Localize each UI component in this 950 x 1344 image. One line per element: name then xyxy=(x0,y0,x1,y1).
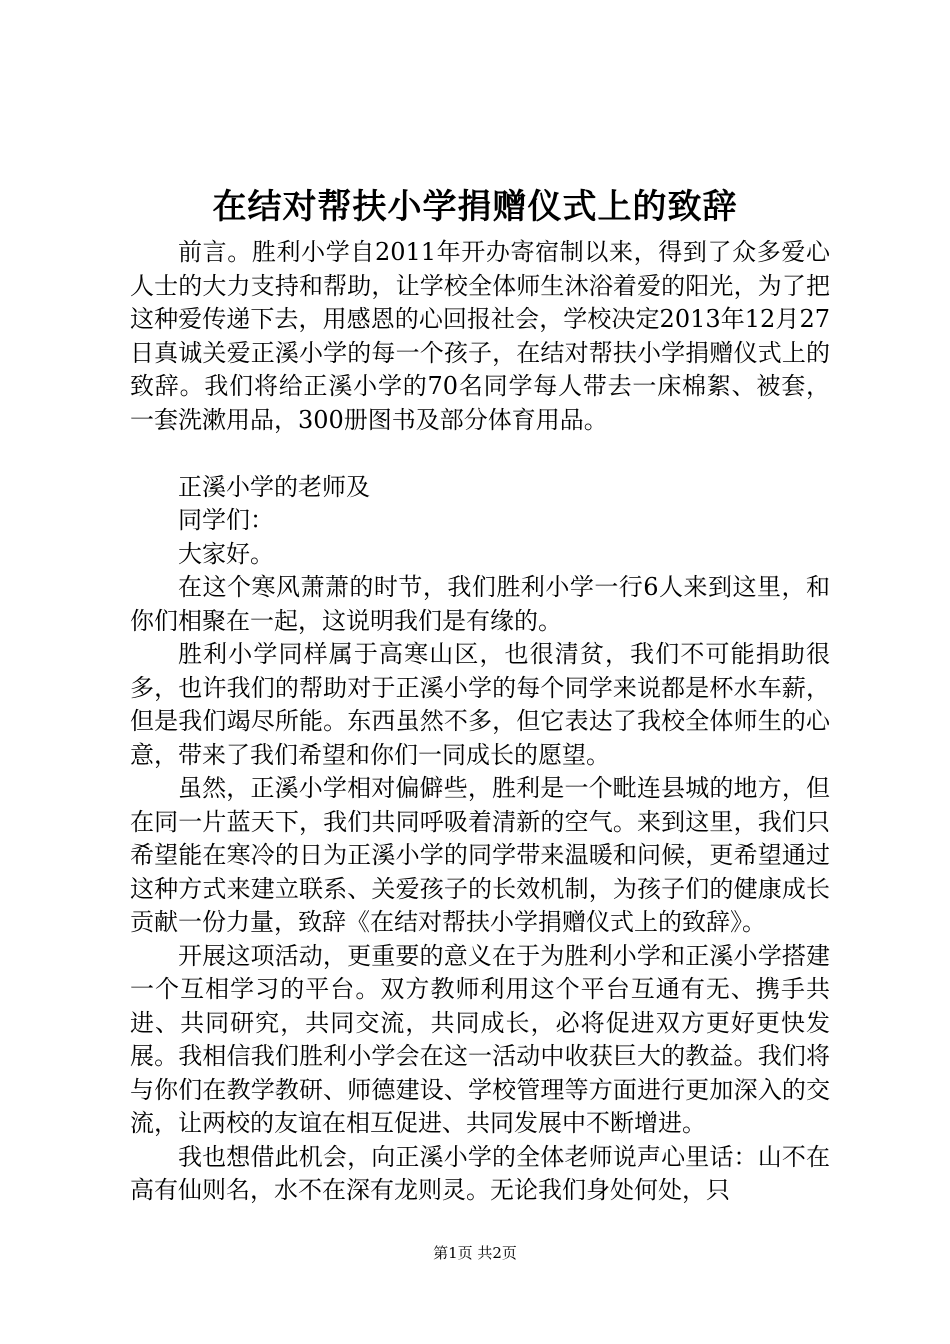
body-paragraph: 胜利小学同样属于高寒山区，也很清贫，我们不可能捐助很多，也许我们的帮助对于正溪小学的每个同学来说都是杯水车薪，但是我们竭尽所能。东西虽然不多，但它表达了我校全体师生的心意，带来了我们希望和你们一同成长的愿望。 xyxy=(130,640,830,769)
body-paragraph: 我也想借此机会，向正溪小学的全体老师说声心里话：山不在高有仙则名，水不在深有龙则灵。无论我们身处何处，只 xyxy=(130,1142,830,1204)
body-paragraph: 在这个寒风萧萧的时节，我们胜利小学一行6人来到这里，和你们相聚在一起，这说明我们是有缘的。 xyxy=(130,573,830,635)
greeting-line: 大家好。 xyxy=(178,539,274,568)
page-number-footer: 第1页 共2页 xyxy=(433,1244,517,1262)
document-body xyxy=(130,236,830,1208)
document-title: 在结对帮扶小学捐赠仪式上的致辞 xyxy=(212,187,738,227)
body-paragraph: 虽然，正溪小学相对偏僻些，胜利是一个毗连县城的地方，但在同一片蓝天下，我们共同呼吸着清新的空气。来到这里，我们只希望能在寒冷的日为正溪小学的同学带来温暖和问候，更希望通过这种方式来建立联系、关爱孩子的长效机制，为孩子们的健康成长贡献一份力量，致辞《在结对帮扶小学捐赠仪式上的致辞》。 xyxy=(130,774,830,936)
body-paragraph: 开展这项活动，更重要的意义在于为胜利小学和正溪小学搭建一个互相学习的平台。双方教师利用这个平台互通有无、携手共进、共同研究，共同交流，共同成长，必将促进双方更好更快发展。我相信我们胜利小学会在这一活动中收获巨大的教益。我们将与你们在教学教研、师德建设、学校管理等方面进行更加深入的交流，让两校的友谊在相互促进、共同发展中不断增进。 xyxy=(130,941,830,1137)
salutation-line-2: 同学们： xyxy=(178,506,274,534)
preface-paragraph: 前言。胜利小学自2011年开办寄宿制以来，得到了众多爱心人士的大力支持和帮助，让学校全体师生沐浴着爱的阳光，为了把这种爱传递下去，用感恩的心回报社会，学校决定2013年12月27日真诚关爱正溪小学的每一个孩子，在结对帮扶小学捐赠仪式上的致辞。我们将给正溪小学的70名同学每人带去一床棉絮、被套，一套洗漱用品，300册图书及部分体育用品。 xyxy=(130,238,830,434)
salutation-line-1: 正溪小学的老师及 xyxy=(178,472,370,501)
